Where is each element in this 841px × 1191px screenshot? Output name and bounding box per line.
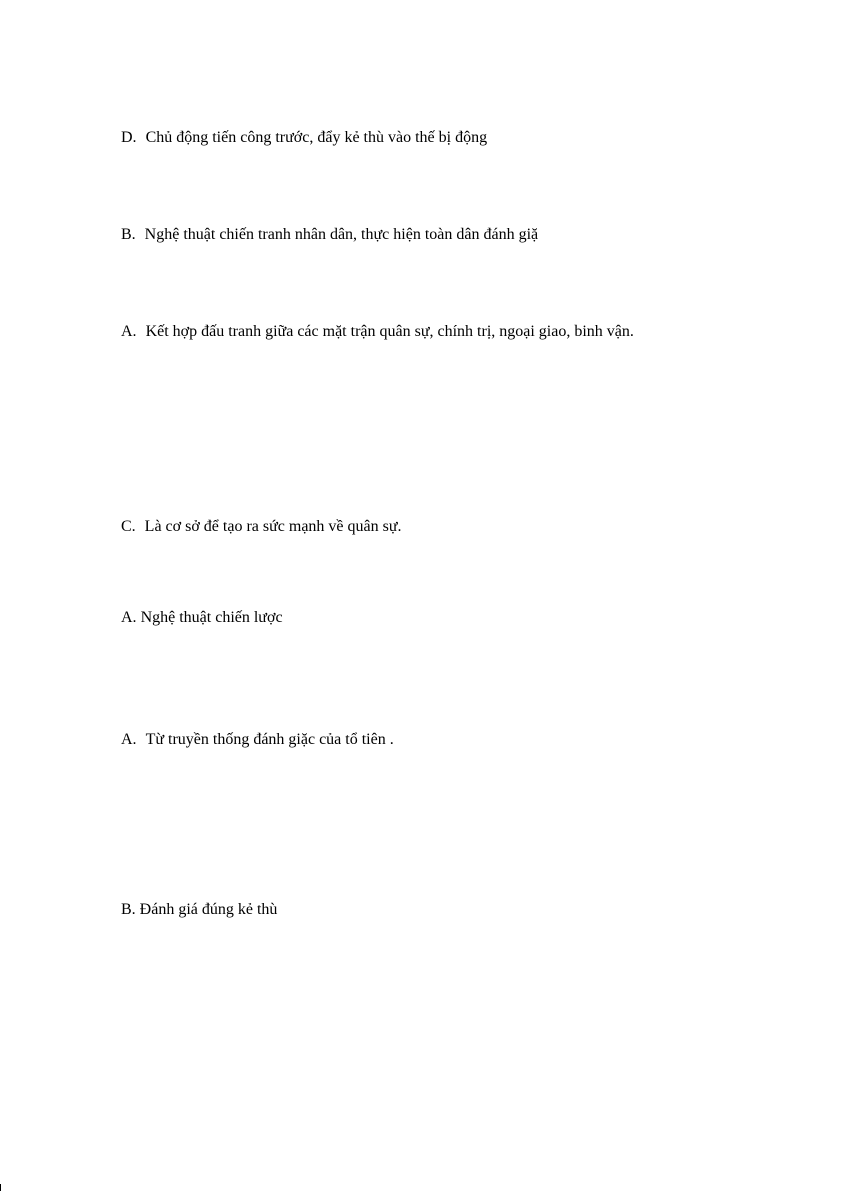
- option-text: Nghệ thuật chiến lược: [140, 609, 283, 626]
- option-text: Nghệ thuật chiến tranh nhân dân, thực hiện toàn dân đánh giặ: [144, 226, 539, 243]
- answer-option: [121, 225, 538, 245]
- option-letter: B.: [121, 901, 136, 918]
- answer-option: [121, 900, 277, 920]
- option-letter: B.: [121, 226, 136, 243]
- answer-option: [121, 128, 487, 148]
- answer-option: [121, 517, 402, 537]
- answer-option: [121, 608, 283, 628]
- option-letter: D.: [121, 129, 137, 146]
- option-letter: C.: [121, 518, 136, 535]
- page-edge-mark: [0, 1184, 1, 1191]
- option-text: Đánh giá đúng kẻ thù: [139, 901, 278, 918]
- option-text: Là cơ sở để tạo ra sức mạnh về quân sự.: [144, 518, 402, 535]
- option-letter: A.: [121, 731, 137, 748]
- answer-option: [121, 730, 394, 750]
- answer-option: [121, 322, 634, 342]
- option-letter: A.: [121, 323, 137, 340]
- option-text: Từ truyền thống đánh giặc của tổ tiên .: [145, 731, 394, 748]
- option-text: Kết hợp đấu tranh giữa các mặt trận quân sự, chính trị, ngoại giao, binh vận.: [145, 323, 634, 340]
- option-text: Chủ động tiến công trước, đẩy kẻ thù vào thế bị động: [145, 129, 488, 146]
- option-letter: A.: [121, 609, 137, 626]
